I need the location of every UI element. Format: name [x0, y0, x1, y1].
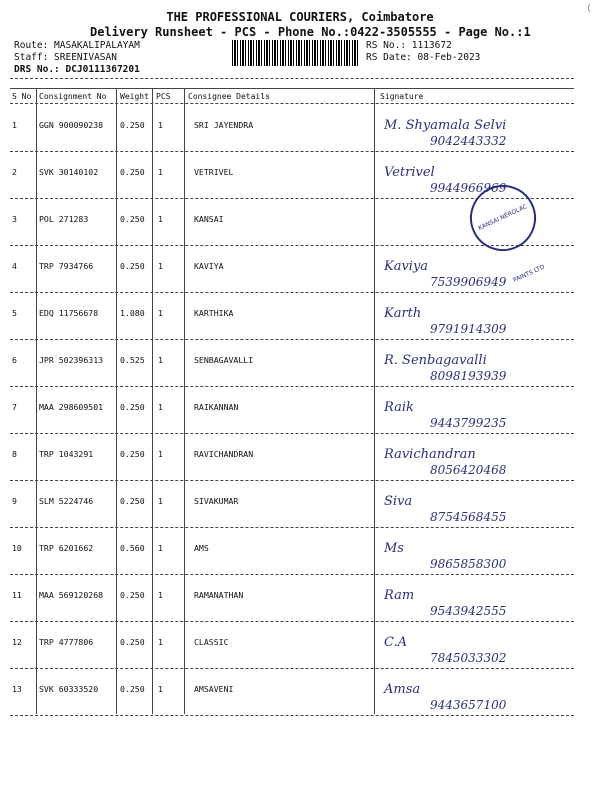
divider — [10, 78, 574, 79]
rs-date: RS Date: 08-Feb-2023 — [366, 52, 481, 63]
table-cell-name: RAIKANNAN — [194, 402, 239, 412]
col-header-consignee: Consignee Details — [188, 92, 270, 101]
table-cell-name: SIVAKUMAR — [194, 496, 239, 506]
col-header-sno: S No — [12, 92, 32, 101]
header-bottom-border — [10, 103, 574, 104]
row-divider — [10, 527, 574, 528]
signature-phone: 9042443332 — [430, 134, 507, 148]
table-cell-pcs: 1 — [158, 543, 163, 553]
table-cell-pcs: 1 — [158, 120, 163, 130]
table-cell-sno: 1 — [12, 120, 17, 130]
signature: Raik — [384, 400, 414, 415]
table-cell-sno: 6 — [12, 355, 17, 365]
table-cell-wt: 0.525 — [120, 355, 145, 365]
table-cell-cons: POL 271283 — [39, 214, 89, 224]
table-cell-sno: 7 — [12, 402, 17, 412]
table-cell-cons: EDQ 11756678 — [39, 308, 99, 318]
company-stamp: KANSAI NEROLAC PAINTS LTD — [459, 174, 547, 262]
table-top-border — [10, 88, 574, 89]
staff: Staff: SREENIVASAN — [14, 52, 117, 63]
signature-phone: 8754568455 — [430, 510, 507, 524]
row-divider — [10, 668, 574, 669]
table-cell-wt: 0.250 — [120, 261, 145, 271]
route: Route: MASAKALIPALAYAM — [14, 40, 140, 51]
table-cell-sno: 13 — [12, 684, 22, 694]
table-cell-wt: 0.250 — [120, 214, 145, 224]
row-divider — [10, 386, 574, 387]
page-subtitle: Delivery Runsheet - PCS - Phone No.:0422-3505555 - Page No.:1 — [90, 25, 531, 39]
col-header-signature: Signature — [380, 92, 424, 101]
table-cell-pcs: 1 — [158, 684, 163, 694]
table-cell-pcs: 1 — [158, 496, 163, 506]
table-cell-wt: 0.250 — [120, 120, 145, 130]
table-cell-name: SENBAGAVALLI — [194, 355, 254, 365]
table-cell-name: KANSAI — [194, 214, 224, 224]
signature-phone: 8056420468 — [430, 463, 507, 477]
table-cell-wt: 0.250 — [120, 496, 145, 506]
signature: C.A — [384, 635, 408, 650]
signature: Amsa — [384, 682, 421, 697]
col-header-weight: Weight — [120, 92, 149, 101]
table-cell-pcs: 1 — [158, 261, 163, 271]
table-cell-cons: SLM 5224746 — [39, 496, 94, 506]
table-cell-wt: 0.250 — [120, 167, 145, 177]
table-cell-sno: 5 — [12, 308, 17, 318]
row-divider — [10, 621, 574, 622]
signature: Siva — [384, 494, 413, 509]
signature-phone: 9443657100 — [430, 698, 507, 712]
row-divider — [10, 715, 574, 716]
col-header-consignment: Consignment No — [39, 92, 107, 101]
table-cell-pcs: 1 — [158, 214, 163, 224]
table-cell-name: RAMANATHAN — [194, 590, 244, 600]
corner-mark: ( — [585, 3, 592, 14]
signature: Vetrivel — [384, 165, 435, 180]
table-cell-sno: 8 — [12, 449, 17, 459]
table-cell-cons: TRP 4777806 — [39, 637, 94, 647]
table-cell-name: CLASSIC — [194, 637, 229, 647]
table-cell-cons: JPR 502396313 — [39, 355, 104, 365]
table-cell-pcs: 1 — [158, 355, 163, 365]
table-cell-pcs: 1 — [158, 637, 163, 647]
table-cell-sno: 4 — [12, 261, 17, 271]
row-divider — [10, 574, 574, 575]
table-cell-pcs: 1 — [158, 308, 163, 318]
table-cell-name: KARTHIKA — [194, 308, 234, 318]
signature: Ram — [384, 588, 415, 603]
barcode — [232, 40, 360, 66]
row-divider — [10, 480, 574, 481]
table-cell-wt: 1.080 — [120, 308, 145, 318]
table-cell-cons: SVK 30140102 — [39, 167, 99, 177]
table-cell-name: SRI JAYENDRA — [194, 120, 254, 130]
table-cell-sno: 10 — [12, 543, 22, 553]
signature: Ravichandran — [384, 447, 476, 462]
row-divider — [10, 433, 574, 434]
signature-phone: 9543942555 — [430, 604, 507, 618]
table-cell-wt: 0.250 — [120, 402, 145, 412]
signature: Ms — [384, 541, 404, 556]
signature: Kaviya — [384, 259, 429, 274]
table-cell-pcs: 1 — [158, 402, 163, 412]
table-cell-pcs: 1 — [158, 167, 163, 177]
table-cell-sno: 12 — [12, 637, 22, 647]
table-cell-cons: MAA 569120268 — [39, 590, 104, 600]
table-cell-pcs: 1 — [158, 449, 163, 459]
table-cell-wt: 0.560 — [120, 543, 145, 553]
table-cell-cons: SVK 60333520 — [39, 684, 99, 694]
row-divider — [10, 292, 574, 293]
col-header-pcs: PCS — [156, 92, 171, 101]
signature-phone: 8098193939 — [430, 369, 507, 383]
table-cell-cons: GGN 900090238 — [39, 120, 104, 130]
table-cell-pcs: 1 — [158, 590, 163, 600]
signature: Karth — [384, 306, 422, 321]
table-cell-cons: TRP 7934766 — [39, 261, 94, 271]
signature: M. Shyamala Selvi — [384, 118, 507, 133]
table-cell-name: AMS — [194, 543, 209, 553]
signature-phone: 9443799235 — [430, 416, 507, 430]
table-cell-sno: 9 — [12, 496, 17, 506]
table-cell-wt: 0.250 — [120, 449, 145, 459]
table-cell-name: KAVIYA — [194, 261, 224, 271]
signature-phone: 7539906949 — [430, 275, 507, 289]
table-cell-cons: TRP 1043291 — [39, 449, 94, 459]
page-title: THE PROFESSIONAL COURIERS, Coimbatore — [166, 10, 434, 24]
drs-number: DRS No.: DCJ0111367201 — [14, 64, 140, 75]
table-cell-sno: 2 — [12, 167, 17, 177]
table-cell-name: AMSAVENI — [194, 684, 234, 694]
row-divider — [10, 151, 574, 152]
table-cell-wt: 0.250 — [120, 637, 145, 647]
signature: R. Senbagavalli — [384, 353, 487, 368]
table-cell-sno: 3 — [12, 214, 17, 224]
table-cell-cons: MAA 298609501 — [39, 402, 104, 412]
table-cell-sno: 11 — [12, 590, 22, 600]
signature-phone: 9865858300 — [430, 557, 507, 571]
table-cell-wt: 0.250 — [120, 590, 145, 600]
signature-phone: 9944966969 — [430, 181, 507, 195]
row-divider — [10, 339, 574, 340]
table-cell-name: RAVICHANDRAN — [194, 449, 254, 459]
signature-phone: 7845033302 — [430, 651, 507, 665]
table-cell-cons: TRP 6201662 — [39, 543, 94, 553]
rs-number: RS No.: 1113672 — [366, 40, 452, 51]
table-cell-name: VETRIVEL — [194, 167, 234, 177]
table-cell-wt: 0.250 — [120, 684, 145, 694]
signature-phone: 9791914309 — [430, 322, 507, 336]
